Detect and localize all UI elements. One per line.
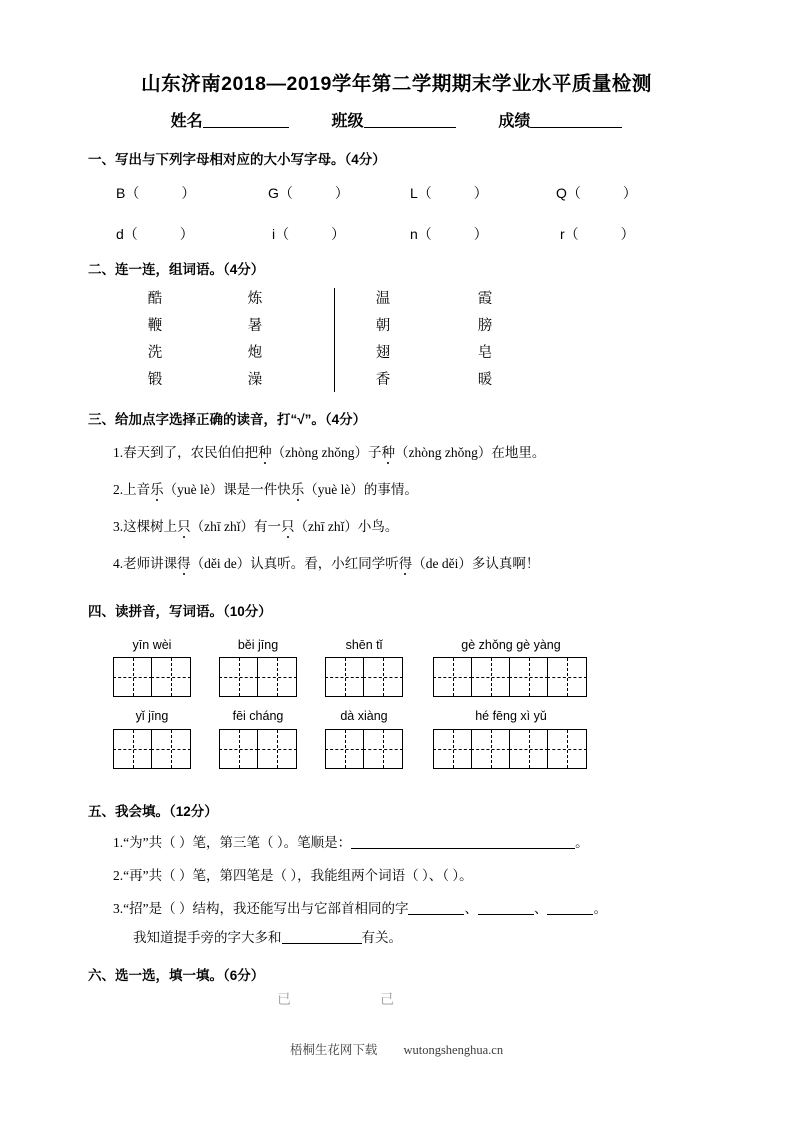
match-item-col2[interactable]: 炮 xyxy=(247,345,263,361)
writing-grid-cell[interactable] xyxy=(326,730,364,768)
dotted-char: 乐 xyxy=(291,478,305,498)
writing-grid-cell[interactable] xyxy=(510,658,548,696)
pinyin-label: yīn wèi xyxy=(132,638,172,652)
pinyin-label: hé fēng xì yǔ xyxy=(475,709,547,723)
match-item-col4[interactable]: 膀 xyxy=(477,318,493,334)
item-number: 3. xyxy=(113,519,124,534)
section-1-row-1 xyxy=(0,183,793,203)
stroke-order-blank[interactable] xyxy=(351,835,575,849)
fill-item-text: 、 xyxy=(464,901,478,916)
radical-char-blank[interactable] xyxy=(408,901,464,915)
item-text: （yuè lè）课是一件快 xyxy=(163,482,291,497)
name-field[interactable] xyxy=(171,113,289,130)
writing-grid[interactable] xyxy=(113,729,191,769)
writing-grid[interactable] xyxy=(219,657,297,697)
pinyin-choice-item[interactable] xyxy=(113,515,398,535)
writing-grid-cell[interactable] xyxy=(548,658,586,696)
dotted-char: 只 xyxy=(281,515,295,535)
writing-grid-cell[interactable] xyxy=(220,658,258,696)
writing-grid-cell[interactable] xyxy=(472,730,510,768)
footer-site-name: 梧桐生花网下载 xyxy=(289,1043,378,1057)
fill-item-1[interactable] xyxy=(113,831,589,851)
match-item-col1[interactable]: 洗 xyxy=(147,345,163,361)
dotted-char: 得 xyxy=(399,552,413,572)
bracket-open: （ xyxy=(417,185,432,201)
writing-grid-cell[interactable] xyxy=(114,730,152,768)
bracket-close: ） xyxy=(473,226,488,242)
letter-char: d xyxy=(116,226,124,242)
letter-char: i xyxy=(272,226,276,242)
match-divider xyxy=(334,288,335,392)
writing-grid-cell[interactable] xyxy=(258,658,296,696)
fill-item-text: 、 xyxy=(533,901,548,916)
match-item-col1[interactable]: 锻 xyxy=(147,372,163,388)
score-field[interactable] xyxy=(498,113,622,130)
writing-grid-cell[interactable] xyxy=(472,658,510,696)
match-item-col3[interactable]: 香 xyxy=(375,372,391,388)
dotted-char: 乐 xyxy=(150,478,164,498)
match-item-col3[interactable]: 翅 xyxy=(375,345,391,361)
fill-item-text: 1.“为”共（ ）笔，第三笔（ ）。笔顺是： xyxy=(113,835,352,850)
bracket-close: ） xyxy=(473,185,488,201)
letter-item[interactable] xyxy=(116,224,194,244)
pinyin-label: fēi cháng xyxy=(232,709,284,723)
name-blank[interactable] xyxy=(203,112,289,128)
item-text: （yuè lè）的事情。 xyxy=(304,482,418,497)
bracket-open: （ xyxy=(566,185,581,201)
section-1-heading: 一、写出与下列字母相对应的大小写字母。（4分） xyxy=(88,152,386,167)
bracket-open: （ xyxy=(278,185,293,201)
item-text: 老师讲课 xyxy=(123,556,178,571)
score-blank[interactable] xyxy=(530,112,622,128)
bracket-open: （ xyxy=(125,185,140,201)
item-text: 这棵树上 xyxy=(123,519,178,534)
writing-grid-cell[interactable] xyxy=(152,658,190,696)
fill-item-text: 我知道提手旁的字大多和 xyxy=(133,930,282,945)
letter-item[interactable] xyxy=(272,224,345,244)
section-3-heading: 三、给加点字选择正确的读音，打“√”。（4分） xyxy=(88,412,367,427)
writing-grid-cell[interactable] xyxy=(114,658,152,696)
pinyin-label: běi jīng xyxy=(237,638,279,652)
writing-grid-cell[interactable] xyxy=(326,658,364,696)
bracket-close: ） xyxy=(331,226,346,242)
item-text: （zhòng zhǒng）子 xyxy=(271,445,382,460)
item-text: （děi de）认真听。看，小红同学听 xyxy=(190,556,399,571)
choice-char-yi[interactable]: 已 xyxy=(277,993,291,1008)
item-text: （zhòng zhǒng）在地里。 xyxy=(394,445,546,460)
section-5-heading: 五、我会填。（12分） xyxy=(88,804,218,819)
section-6-heading: 六、选一选，填一填。（6分） xyxy=(88,968,265,983)
pinyin-label: gè zhǒng gè yàng xyxy=(461,638,561,652)
pinyin-label: shēn tǐ xyxy=(345,638,383,652)
section-4-heading: 四、读拼音，写词语。（10分） xyxy=(88,604,272,619)
writing-grid-cell[interactable] xyxy=(364,730,402,768)
fill-item-text: 有关。 xyxy=(361,930,402,945)
match-item-col1[interactable]: 鞭 xyxy=(147,318,163,334)
letter-item[interactable] xyxy=(410,183,488,203)
bracket-close: ） xyxy=(334,185,349,201)
writing-grid[interactable] xyxy=(325,729,403,769)
item-text: （zhī zhǐ）有一 xyxy=(190,519,281,534)
identity-row xyxy=(0,108,793,131)
bracket-close: ） xyxy=(181,185,196,201)
pinyin-choice-item[interactable] xyxy=(113,478,418,498)
writing-grid-cell[interactable] xyxy=(220,730,258,768)
writing-grid[interactable] xyxy=(113,657,191,697)
writing-grid-cell[interactable] xyxy=(258,730,296,768)
page-title: 山东济南2018—2019学年第二学期期末学业水平质量检测 xyxy=(141,73,652,95)
footer-site-url: wutongshenghua.cn xyxy=(403,1043,504,1057)
section-2-heading: 二、连一连，组词语。（4分） xyxy=(88,262,265,277)
bracket-open: （ xyxy=(564,226,579,242)
writing-grid-cell[interactable] xyxy=(548,730,586,768)
item-number: 4. xyxy=(113,556,124,571)
footer xyxy=(0,1040,793,1058)
match-item-col2[interactable]: 暑 xyxy=(247,318,263,334)
letter-char: n xyxy=(410,226,418,242)
writing-grid-cell[interactable] xyxy=(152,730,190,768)
writing-grid-cell[interactable] xyxy=(434,730,472,768)
match-item-col4[interactable]: 霞 xyxy=(477,291,493,307)
letter-item[interactable] xyxy=(556,183,637,203)
name-label: 姓名 xyxy=(170,113,203,130)
dotted-char: 得 xyxy=(177,552,191,572)
letter-item[interactable] xyxy=(268,183,349,203)
fill-item-text: 。 xyxy=(593,901,607,916)
pinyin-label: dà xiàng xyxy=(340,709,388,723)
letter-char: r xyxy=(560,226,565,242)
letter-item[interactable] xyxy=(410,224,488,244)
match-item-col3[interactable]: 温 xyxy=(375,291,391,307)
class-label: 班级 xyxy=(331,113,364,130)
writing-grid-cell[interactable] xyxy=(510,730,548,768)
letter-char: G xyxy=(268,185,279,201)
dotted-char: 种 xyxy=(381,441,395,461)
writing-grid[interactable] xyxy=(433,657,587,697)
writing-grid[interactable] xyxy=(219,729,297,769)
fill-item-2[interactable]: 2.“再”共（ ）笔，第四笔是（ ），我能组两个词语（ ）、（ ）。 xyxy=(113,868,473,883)
match-item-col3[interactable]: 朝 xyxy=(375,318,391,334)
class-field[interactable] xyxy=(331,113,455,130)
bracket-close: ） xyxy=(179,226,194,242)
fill-item-4[interactable] xyxy=(133,926,402,946)
pinyin-choice-item[interactable] xyxy=(113,441,545,461)
letter-item[interactable] xyxy=(116,183,195,203)
bracket-open: （ xyxy=(417,226,432,242)
letter-char: Q xyxy=(556,185,567,201)
match-item-col4[interactable]: 皂 xyxy=(477,345,493,361)
item-number: 2. xyxy=(113,482,124,497)
score-label: 成绩 xyxy=(498,113,531,130)
letter-char: L xyxy=(410,185,418,201)
writing-grid[interactable] xyxy=(325,657,403,697)
match-item-col2[interactable]: 澡 xyxy=(247,372,263,388)
dotted-char: 种 xyxy=(258,441,272,461)
fill-item-text: 3.“招”是（ ）结构，我还能写出与它部首相同的字 xyxy=(113,901,409,916)
item-number: 1. xyxy=(113,445,124,460)
item-text: （zhī zhǐ）小鸟。 xyxy=(294,519,399,534)
item-text: 春天到了，农民伯伯把 xyxy=(123,445,259,460)
item-text: 上音 xyxy=(123,482,151,497)
bracket-close: ） xyxy=(620,226,635,242)
letter-item[interactable] xyxy=(560,224,635,244)
match-item-col2[interactable]: 炼 xyxy=(247,291,263,307)
letter-char: B xyxy=(116,185,126,201)
dotted-char: 只 xyxy=(177,515,191,535)
writing-grid-cell[interactable] xyxy=(364,658,402,696)
radical-char-blank[interactable] xyxy=(547,901,593,915)
item-text: （de děi）多认真啊！ xyxy=(412,556,540,571)
match-item-col1[interactable]: 酷 xyxy=(147,291,163,307)
writing-grid-cell[interactable] xyxy=(434,658,472,696)
radical-meaning-blank[interactable] xyxy=(282,930,362,944)
radical-char-blank[interactable] xyxy=(478,901,534,915)
match-item-col4[interactable]: 暖 xyxy=(477,372,493,388)
fill-item-3[interactable] xyxy=(113,897,607,917)
pinyin-choice-item[interactable] xyxy=(113,552,539,572)
section-1-row-2 xyxy=(0,224,793,244)
bracket-close: ） xyxy=(622,185,637,201)
bracket-open: （ xyxy=(275,226,290,242)
pinyin-label: yǐ jīng xyxy=(135,709,169,723)
fill-item-text: 。 xyxy=(575,835,589,850)
class-blank[interactable] xyxy=(364,112,456,128)
bracket-open: （ xyxy=(123,226,138,242)
choice-char-ji[interactable]: 己 xyxy=(380,993,394,1008)
writing-grid[interactable] xyxy=(433,729,587,769)
